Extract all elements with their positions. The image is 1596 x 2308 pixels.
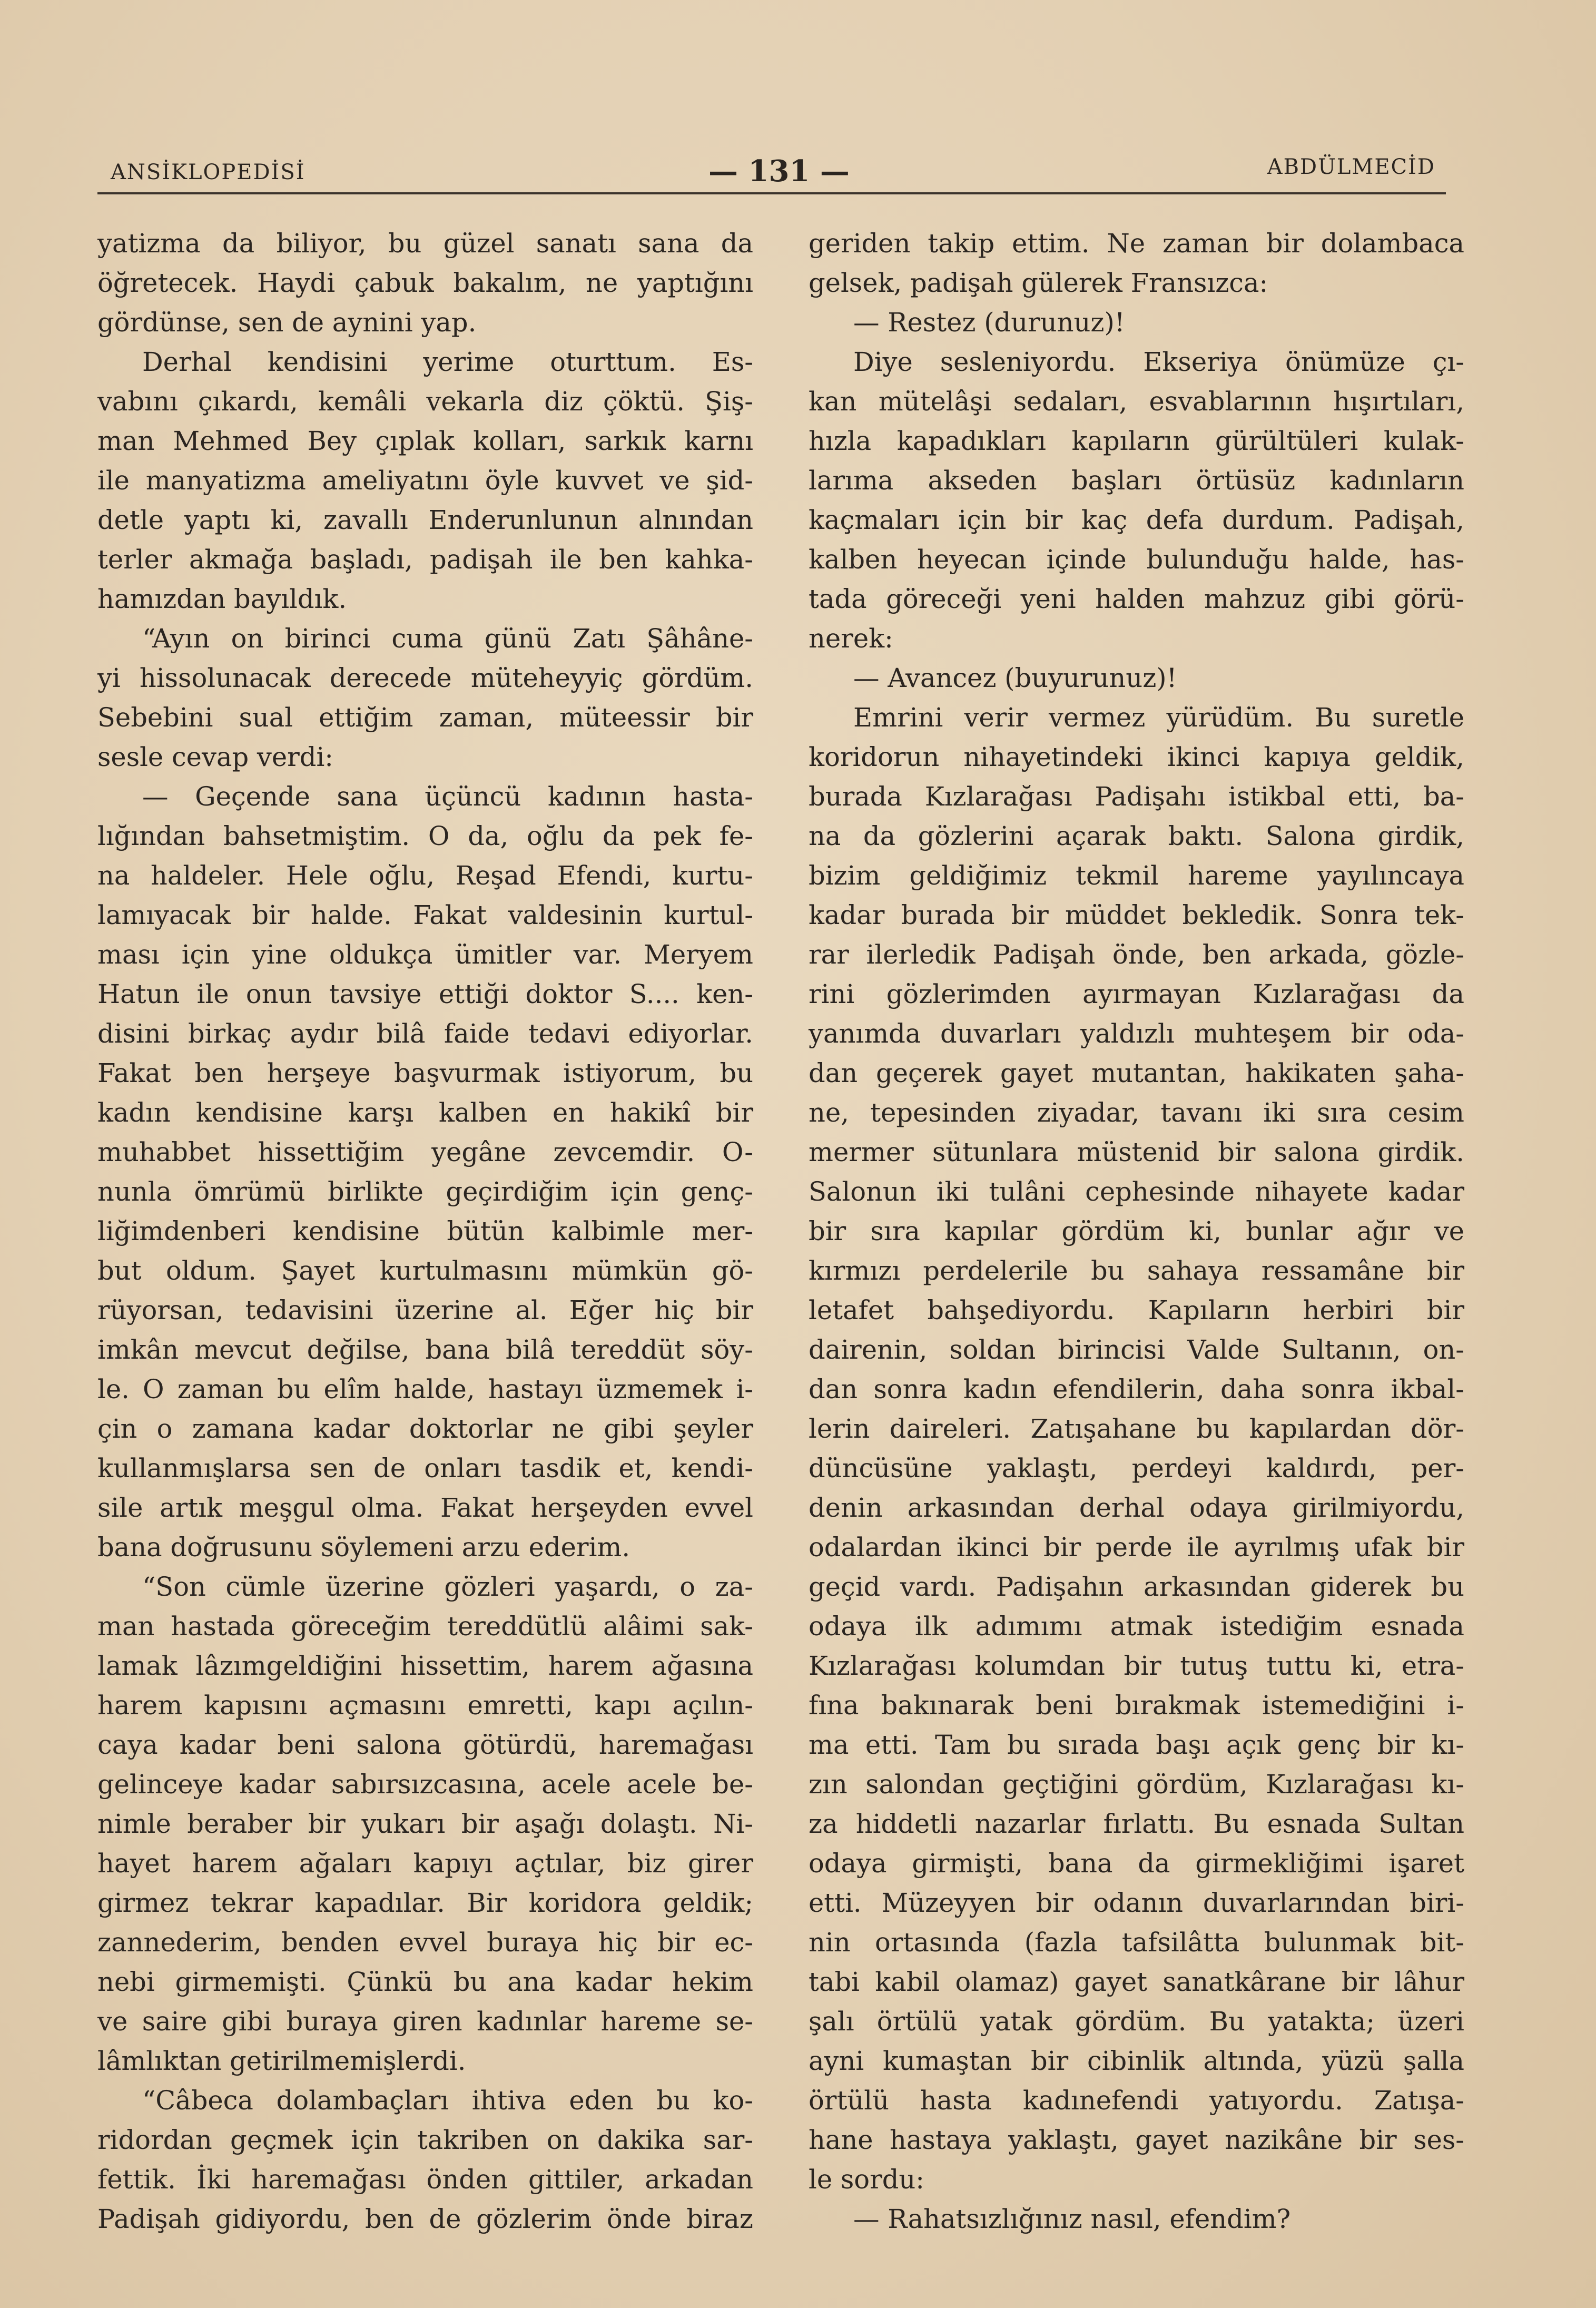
text-line: girmez tekrar kapadılar. Bir koridora geldik; [97,1888,753,1918]
text-line: Padişah gidiyordu, ben de gözlerim önde biraz [97,2204,753,2234]
text-line: lamıyacak bir halde. Fakat valdesinin kurtul- [97,900,753,930]
text-line: na da gözlerini açarak baktı. Salona girdik, [809,821,1464,851]
text-line: ridordan geçmek için takriben on dakika sar- [97,2125,753,2155]
text-line: man hastada göreceğim tereddütlü alâimi sak- [97,1611,753,1642]
text-line: “Câbeca dolambaçları ihtiva eden bu ko- [142,2085,753,2116]
text-line: vabını çıkardı, kemâli vekarla diz çöktü. Şiş- [97,386,753,417]
text-line: sesle cevap verdi: [97,742,333,772]
text-line: koridorun nihayetindeki ikinci kapıya geldik, [809,742,1464,772]
text-line: terler akmağa başladı, padişah ile ben kahka- [97,544,753,575]
text-line: man Mehmed Bey çıplak kolları, sarkık karnı [97,426,753,456]
text-line: caya kadar beni salona götürdü, haremağası [97,1730,753,1760]
text-line: ması için yine oldukça ümitler var. Meryem [97,939,753,970]
text-line: dan sonra kadın efendilerin, daha sonra ikbal- [809,1374,1464,1405]
text-line: odalardan ikinci bir perde ile ayrılmış ufak bir [809,1532,1464,1563]
text-line: lığından bahsetmiştim. O da, oğlu da pek fe- [97,821,753,851]
text-line: geriden takip ettim. Ne zaman bir dolambaca [809,228,1464,259]
text-line: ne, tepesinden ziyadar, tavanı iki sıra cesim [809,1097,1464,1128]
text-line: lerin daireleri. Zatışahane bu kapılardan dör- [809,1413,1464,1444]
text-line: — Restez (durunuz)! [853,307,1125,338]
text-line: düncüsüne yaklaştı, perdeyi kaldırdı, per- [809,1453,1464,1484]
text-line: hayet harem ağaları kapıyı açtılar, biz girer [97,1848,753,1879]
text-line: — Rahatsızlığınız nasıl, efendim? [853,2204,1291,2234]
text-line: lamak lâzımgeldiğini hissettim, harem ağasına [97,1651,753,1681]
text-line: sile artık meşgul olma. Fakat herşeyden evvel [97,1492,753,1523]
page-number: — 131 — [708,154,850,189]
text-line: Salonun iki tulâni cephesinde nihayete kadar [809,1176,1464,1207]
text-line: fettik. İki haremağası önden gittiler, arkadan [97,2164,753,2195]
text-line: nebi girmemişti. Çünkü bu ana kadar hekim [97,1967,753,1997]
text-line: mermer sütunlara müstenid bir salona girdik. [809,1137,1464,1167]
text-line: zın salondan geçtiğini gördüm, Kızlarağası kı- [809,1769,1464,1800]
text-line: ma etti. Tam bu sırada başı açık genç bir kı- [809,1730,1464,1760]
text-line: yi hissolunacak derecede müteheyyiç gördüm. [97,663,753,693]
text-line: kan mütelâşi sedaları, esvablarının hışırtıları, [809,386,1464,417]
text-line: gelinceye kadar sabırsızcasına, acele acele be- [97,1769,753,1800]
text-line: liğimdenberi kendisine bütün kalbimle mer- [97,1216,753,1246]
text-line: bizim geldiğimiz tekmil hareme yayılıncaya [809,860,1464,891]
text-line: tabi kabil olamaz) gayet sanatkârane bir lâhur [809,1967,1464,1997]
text-line: — Avancez (buyurunuz)! [853,663,1177,693]
text-line: öğretecek. Haydi çabuk bakalım, ne yaptığını [97,268,753,298]
text-line: Sebebini sual ettiğim zaman, müteessir bir [97,702,753,733]
text-line: nimle beraber bir yukarı bir aşağı dolaştı. Ni- [97,1809,753,1839]
page-header [87,154,1446,191]
text-line: za hiddetli nazarlar fırlattı. Bu esnada Sultan [809,1809,1464,1839]
text-line: letafet bahşediyordu. Kapıların herbiri bir [809,1295,1464,1325]
text-line: Emrini verir vermez yürüdüm. Bu suretle [853,702,1464,733]
right-column [809,224,1464,2239]
text-line: Diye sesleniyordu. Ekseriya önümüze çı- [853,347,1464,377]
text-line: Kızlarağası kolumdan bir tutuş tuttu ki, etra- [809,1651,1464,1681]
text-line: lâmlıktan getirilmemişlerdi. [97,2046,466,2076]
text-line: Hatun ile onun tavsiye ettiği doktor S.... ken- [97,979,753,1009]
text-line: kadar burada bir müddet bekledik. Sonra tek- [809,900,1464,930]
text-line: kadın kendisine karşı kalben en hakikî bir [97,1097,753,1128]
left-column [97,224,753,2239]
text-line: gördünse, sen de aynini yap. [97,307,477,338]
text-line: tada göreceği yeni halden mahzuz gibi görü- [809,584,1464,614]
text-line: bir sıra kapılar gördüm ki, bunlar ağır ve [809,1216,1464,1246]
text-line: “Son cümle üzerine gözleri yaşardı, o za- [142,1572,753,1602]
text-line: muhabbet hissettiğim yegâne zevcemdir. O- [97,1137,753,1167]
text-line: bana doğrusunu söylemeni arzu ederim. [97,1532,630,1563]
text-line: kırmızı perdelerile bu sahaya ressamâne bir [809,1255,1464,1286]
text-line: larıma akseden başları örtüsüz kadınların [809,465,1464,496]
text-line: detle yaptı ki, zavallı Enderunlunun alnından [97,505,753,535]
text-line: harem kapısını açmasını emretti, kapı açılın- [97,1690,753,1721]
text-line: etti. Müzeyyen bir odanın duvarlarından biri- [809,1888,1464,1918]
text-line: hamızdan bayıldık. [97,584,347,614]
text-line: kaçmaları için bir kaç defa durdum. Padişah, [809,505,1464,535]
text-line: hane hastaya yaklaştı, gayet nazikâne bir ses- [809,2125,1464,2155]
text-line: fına bakınarak beni bırakmak istemediğini i- [809,1690,1464,1721]
text-line: dan geçerek gayet mutantan, hakikaten şaha- [809,1058,1464,1088]
text-line: yatizma da biliyor, bu güzel sanatı sana da [97,228,753,259]
text-line: yanımda duvarları yaldızlı muhteşem bir oda- [809,1018,1464,1049]
text-line: kalben heyecan içinde bulunduğu halde, has- [809,544,1464,575]
text-line: ayni kumaştan bir cibinlik altında, yüzü şalla [809,2046,1464,2076]
text-line: disini birkaç aydır bilâ faide tedavi ediyorlar. [97,1018,753,1049]
text-line: Derhal kendisini yerime oturttum. Es- [142,347,753,377]
text-line: denin arkasından derhal odaya girilmiyordu, [809,1492,1464,1523]
text-line: burada Kızlarağası Padişahı istikbal etti, ba- [809,781,1464,812]
text-line: ile manyatizma ameliyatını öyle kuvvet ve şid- [97,465,753,496]
text-line: rüyorsan, tedavisini üzerine al. Eğer hiç bir [97,1295,753,1325]
text-line: ve saire gibi buraya giren kadınlar hareme se- [97,2006,753,2037]
text-line: na haldeler. Hele oğlu, Reşad Efendi, kurtu- [97,860,753,891]
text-line: kullanmışlarsa sen de onları tasdik et, kendi- [97,1453,753,1484]
text-line: but oldum. Şayet kurtulmasını mümkün gö- [97,1255,753,1286]
text-line: rini gözlerimden ayırmayan Kızlarağası da [809,979,1464,1009]
text-line: çin o zamana kadar doktorlar ne gibi şeyler [97,1413,753,1444]
text-line: zannederim, benden evvel buraya hiç bir ec- [97,1927,753,1958]
text-line: “Ayın on birinci cuma günü Zatı Şâhâne- [142,623,753,654]
text-line: nerek: [809,623,893,654]
text-line: le. O zaman bu elîm halde, hastayı üzmemek i- [97,1374,753,1405]
header-left: ANSİKLOPEDİSİ [111,160,306,184]
text-line: le sordu: [809,2164,924,2195]
text-line: hızla kapadıkları kapıların gürültüleri kulak- [809,426,1464,456]
text-line: odaya ilk adımımı atmak istediğim esnada [809,1611,1464,1642]
text-line: rar ilerledik Padişah önde, ben arkada, gözle- [809,939,1464,970]
text-line: örtülü hasta kadınefendi yatıyordu. Zatışa- [809,2085,1464,2116]
text-line: — Geçende sana üçüncü kadının hasta- [142,781,753,812]
text-line: şalı örtülü yatak gördüm. Bu yatakta; üzeri [809,2006,1464,2037]
text-line: Fakat ben herşeye başvurmak istiyorum, bu [97,1058,753,1088]
text-line: nunla ömrümü birlikte geçirdiğim için genç- [97,1176,753,1207]
text-line: odaya girmişti, bana da girmekliğimi işaret [809,1848,1464,1879]
text-line: nin ortasında (fazla tafsilâtta bulunmak bit- [809,1927,1464,1958]
header-rule [97,192,1446,194]
text-line: dairenin, soldan birincisi Valde Sultanın, on- [809,1334,1464,1365]
header-right: ABDÜLMECİD [1267,155,1435,179]
text-line: imkân mevcut değilse, bana bilâ tereddüt söy- [97,1334,753,1365]
text-line: geçid vardı. Padişahın arkasından giderek bu [809,1572,1464,1602]
text-line: gelsek, padişah gülerek Fransızca: [809,268,1268,298]
